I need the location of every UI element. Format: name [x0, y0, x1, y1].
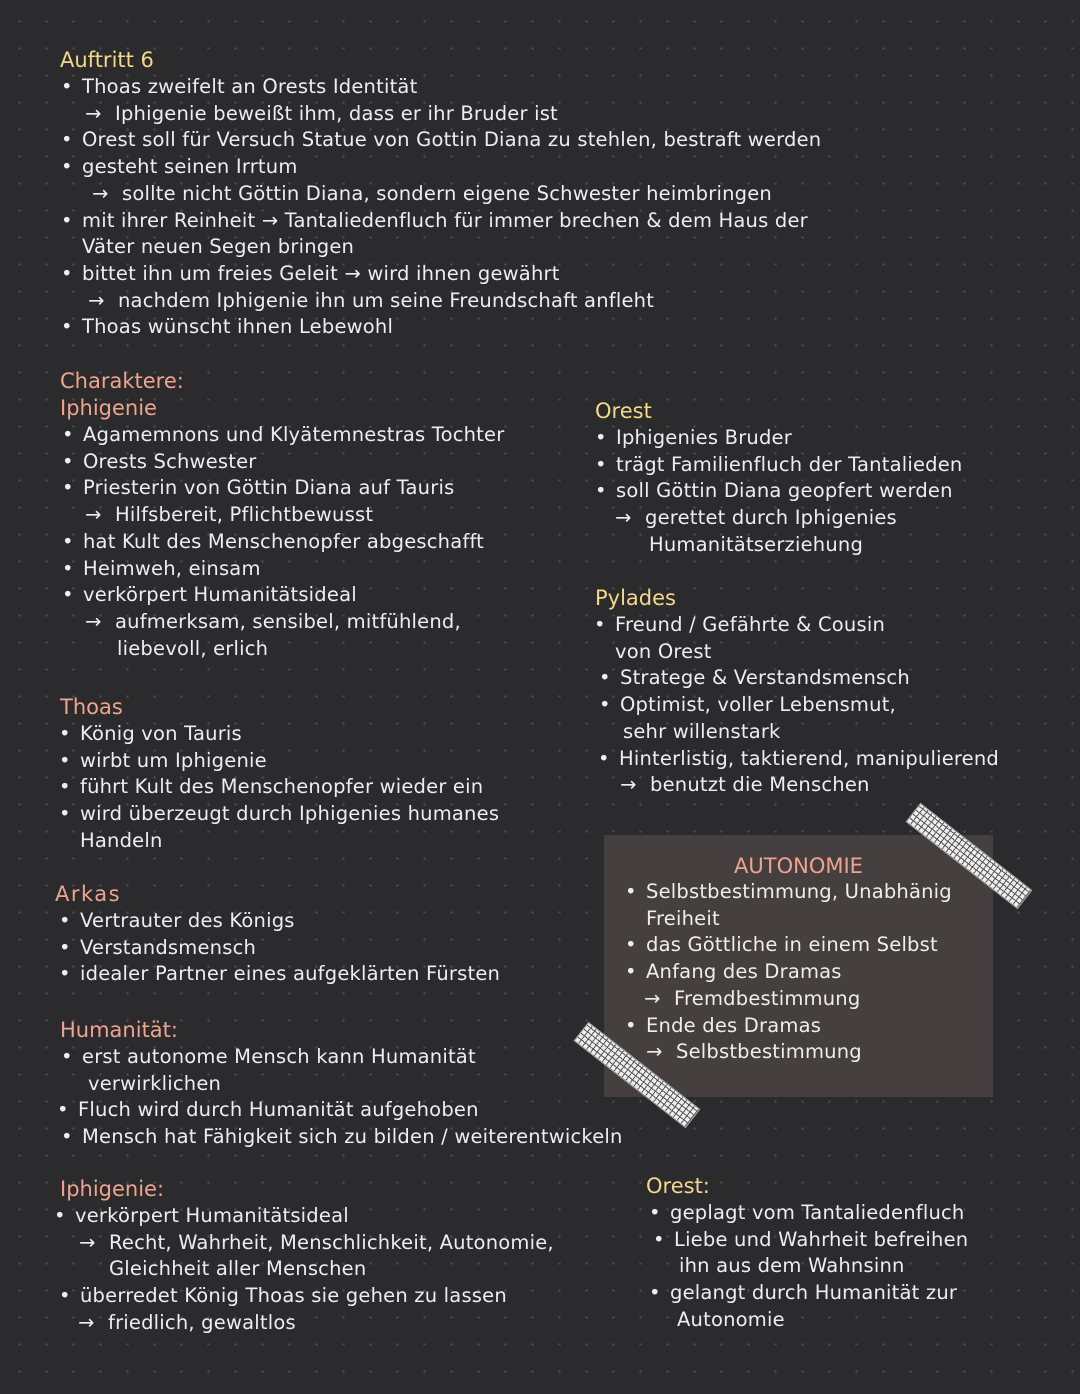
- list-item: • das Göttliche in einem Selbst: [646, 932, 952, 959]
- arkas-section: [55, 881, 500, 988]
- list-item: • Optimist, voller Lebensmut,: [620, 692, 999, 719]
- list-item: → gerettet durch Iphigenies: [645, 505, 962, 532]
- orest-section: [595, 398, 962, 559]
- autonomie-title: AUTONOMIE: [734, 854, 863, 878]
- list-item: → sollte nicht Göttin Diana, sondern eigene Schwester heimbringen: [122, 181, 821, 208]
- list-item: • Liebe und Wahrheit befreihen: [674, 1227, 968, 1254]
- list-item: • Anfang des Dramas: [646, 959, 952, 986]
- list-item: • Ende des Dramas: [646, 1013, 952, 1040]
- list-item: → Fremdbestimmung: [674, 986, 952, 1013]
- list-item: • Thoas wünscht ihnen Lebewohl: [82, 314, 821, 341]
- list-item: • Priesterin von Göttin Diana auf Tauris: [83, 475, 504, 502]
- list-item: • soll Göttin Diana geopfert werden: [616, 478, 962, 505]
- list-item: • gelangt durch Humanität zur: [670, 1280, 968, 1307]
- list-item: • erst autonome Mensch kann Humanität: [82, 1044, 623, 1071]
- list-item: • wirbt um Iphigenie: [80, 748, 499, 775]
- list-item: Autonomie: [677, 1307, 785, 1331]
- pylades-title: Pylades: [595, 586, 676, 610]
- list-item: • Vertrauter des Königs: [80, 908, 500, 935]
- list-item: • Mensch hat Fähigkeit sich zu bilden / weiterentwickeln: [82, 1124, 623, 1151]
- list-item: von Orest: [615, 639, 712, 663]
- list-item: ihn aus dem Wahnsinn: [679, 1254, 905, 1278]
- thoas-title: Thoas: [60, 695, 123, 719]
- list-item: • Iphigenies Bruder: [616, 425, 962, 452]
- list-item: Humanitätserziehung: [649, 532, 864, 556]
- auftritt-section: [60, 47, 821, 341]
- list-item: • überredet König Thoas sie gehen zu lassen: [80, 1283, 554, 1310]
- list-item: • hat Kult des Menschenopfer abgeschafft: [83, 529, 504, 556]
- orest-summary: [646, 1173, 968, 1334]
- humanitaet-section: [60, 1017, 623, 1151]
- list-item: • Agamemnons und Klyätemnestras Tochter: [83, 422, 504, 449]
- iphigenie-title: Iphigenie: [60, 396, 157, 420]
- orest-title: Orest: [595, 399, 652, 423]
- list-item: liebevoll, erlich: [117, 636, 269, 660]
- list-item: • Fluch wird durch Humanität aufgehoben: [78, 1097, 623, 1124]
- list-item: • Orest soll für Versuch Statue von Gottin Diana zu stehlen, bestraft werden: [82, 127, 821, 154]
- list-item: • König von Tauris: [80, 721, 499, 748]
- orest-summary-title: Orest:: [646, 1174, 710, 1198]
- list-item: → Hilfsbereit, Pflichtbewusst: [115, 502, 504, 529]
- list-item: • führt Kult des Menschenopfer wieder ein: [80, 774, 499, 801]
- autonomie-box: [604, 835, 993, 1097]
- list-item: → aufmerksam, sensibel, mitfühlend,: [115, 609, 504, 636]
- list-item: → Iphigenie beweißt ihm, dass er ihr Bruder ist: [115, 101, 821, 128]
- list-item: • gesteht seinen Irrtum: [82, 154, 821, 181]
- list-item: • bittet ihn um freies Geleit → wird ihnen gewährt: [82, 261, 821, 288]
- list-item: → Selbstbestimmung: [676, 1039, 952, 1066]
- list-item: • Thoas zweifelt an Orests Identität: [82, 74, 821, 101]
- list-item: • mit ihrer Reinheit → Tantaliedenfluch für immer brechen & dem Haus der: [82, 208, 821, 235]
- thoas-section: [60, 694, 499, 855]
- list-item: → nachdem Iphigenie ihn um seine Freundschaft anfleht: [118, 288, 821, 315]
- list-item: Väter neuen Segen bringen: [82, 235, 355, 259]
- list-item: → friedlich, gewaltlos: [108, 1310, 554, 1337]
- list-item: • Selbstbestimmung, Unabhänig: [646, 879, 952, 906]
- list-item: Handeln: [80, 828, 163, 852]
- list-item: → Recht, Wahrheit, Menschlichkeit, Autonomie,: [109, 1230, 554, 1257]
- list-item: Gleichheit aller Menschen: [109, 1257, 367, 1281]
- list-item: • verkörpert Humanitätsideal: [75, 1203, 554, 1230]
- charaktere-section: [60, 368, 504, 662]
- charaktere-title: Charaktere:: [60, 369, 184, 393]
- list-item: • idealer Partner eines aufgeklärten Fürsten: [80, 961, 500, 988]
- list-item: • Hinterlistig, taktierend, manipulierend: [619, 746, 999, 773]
- list-item: • trägt Familienfluch der Tantalieden: [616, 452, 962, 479]
- list-item: → benutzt die Menschen: [650, 772, 999, 799]
- list-item: sehr willenstark: [623, 719, 781, 743]
- list-item: • wird überzeugt durch Iphigenies humanes: [80, 801, 499, 828]
- arkas-title: Arkas: [55, 882, 122, 906]
- list-item: verwirklichen: [88, 1071, 222, 1095]
- list-item: • Stratege & Verstandsmensch: [620, 665, 999, 692]
- humanitaet-title: Humanität:: [60, 1018, 178, 1042]
- list-item: • Freund / Gefährte & Cousin: [615, 612, 999, 639]
- list-item: • geplagt vom Tantaliedenfluch: [670, 1200, 968, 1227]
- list-item: Freiheit: [646, 906, 720, 930]
- iphigenie-summary-title: Iphigenie:: [60, 1177, 165, 1201]
- list-item: • verkörpert Humanitätsideal: [83, 582, 504, 609]
- list-item: • Verstandsmensch: [80, 935, 500, 962]
- list-item: • Heimweh, einsam: [83, 556, 504, 583]
- iphigenie-summary: [60, 1176, 554, 1337]
- auftritt-title: Auftritt 6: [60, 48, 154, 72]
- pylades-section: [595, 585, 999, 799]
- list-item: • Orests Schwester: [83, 449, 504, 476]
